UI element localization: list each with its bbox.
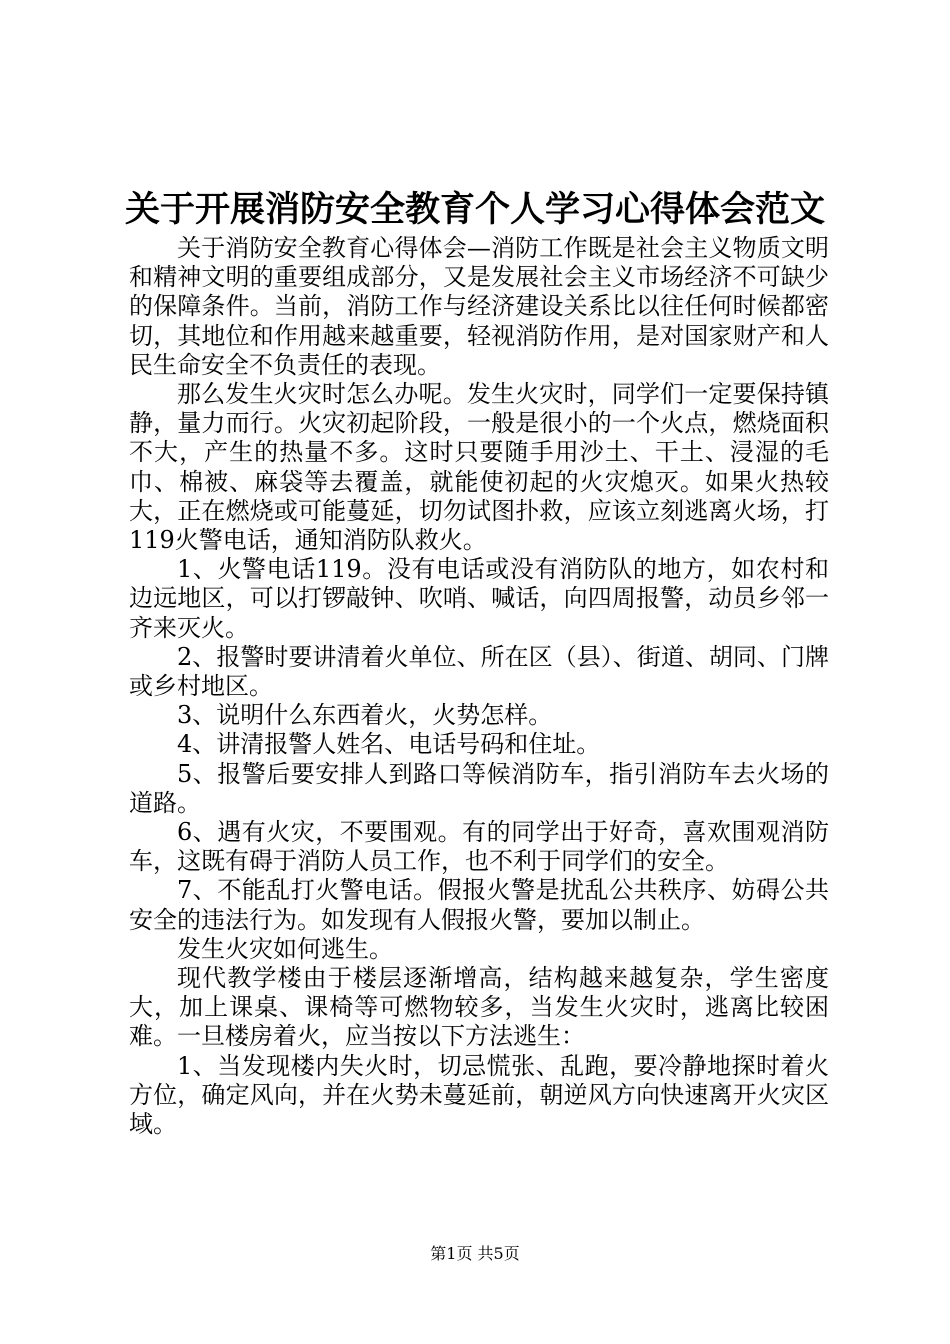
page-number-footer: 第1页 共5页: [430, 1244, 520, 1263]
paragraph: 6、遇有火灾，不要围观。有的同学出于好奇，喜欢围观消防车，这既有碍于消防人员工作，也不利于同学们的安全。: [129, 818, 829, 876]
paragraph: 3、说明什么东西着火，火势怎样。: [177, 701, 553, 730]
paragraph: 7、不能乱打火警电话。假报火警是扰乱公共秩序、妨碍公共安全的违法行为。如发现有人假报火警，要加以制止。: [129, 876, 829, 934]
paragraph: 1、火警电话119。没有电话或没有消防队的地方，如农村和边远地区，可以打锣敲钟、吹哨、喊话，向四周报警，动员乡邻一齐来灭火。: [129, 555, 829, 642]
paragraph: 现代教学楼由于楼层逐渐增高，结构越来越复杂，学生密度大，加上课桌、课椅等可燃物较多，当发生火灾时，逃离比较困难。一旦楼房着火，应当按以下方法逃生：: [129, 964, 829, 1051]
paragraph: 4、讲清报警人姓名、电话号码和住址。: [177, 730, 601, 759]
paragraph: 5、报警后要安排人到路口等候消防车，指引消防车去火场的道路。: [129, 759, 829, 817]
paragraph: 2、报警时要讲清着火单位、所在区（县）、街道、胡同、门牌或乡村地区。: [129, 642, 829, 701]
paragraph: 关于消防安全教育心得体会—消防工作既是社会主义物质文明和精神文明的重要组成部分，又是发展社会主义市场经济不可缺少的保障条件。当前，消防工作与经济建设关系比以往任何时候都密切，其地位和作用越来越重要，轻视消防作用，是对国家财产和人民生命安全不负责任的表现。: [129, 234, 829, 379]
document-body: [129, 234, 829, 1139]
paragraph: 那么发生火灾时怎么办呢。发生火灾时，同学们一定要保持镇静，量力而行。火灾初起阶段，一般是很小的一个火点，燃烧面积不大，产生的热量不多。这时只要随手用沙土、干土、浸湿的毛巾、棉被、麻袋等去覆盖，就能使初起的火灾熄灭。如果火热较大，正在燃烧或可能蔓延，切勿试图扑救，应该立刻逃离火场，打119火警电话，通知消防队救火。: [129, 380, 829, 555]
paragraph: 发生火灾如何逃生。: [177, 934, 393, 963]
document-title: 关于开展消防安全教育个人学习心得体会范文: [124, 190, 825, 230]
paragraph: 1、当发现楼内失火时，切忌慌张、乱跑，要冷静地探时着火方位，确定风向，并在火势未蔓延前，朝逆风方向快速离开火灾区域。: [129, 1051, 829, 1139]
